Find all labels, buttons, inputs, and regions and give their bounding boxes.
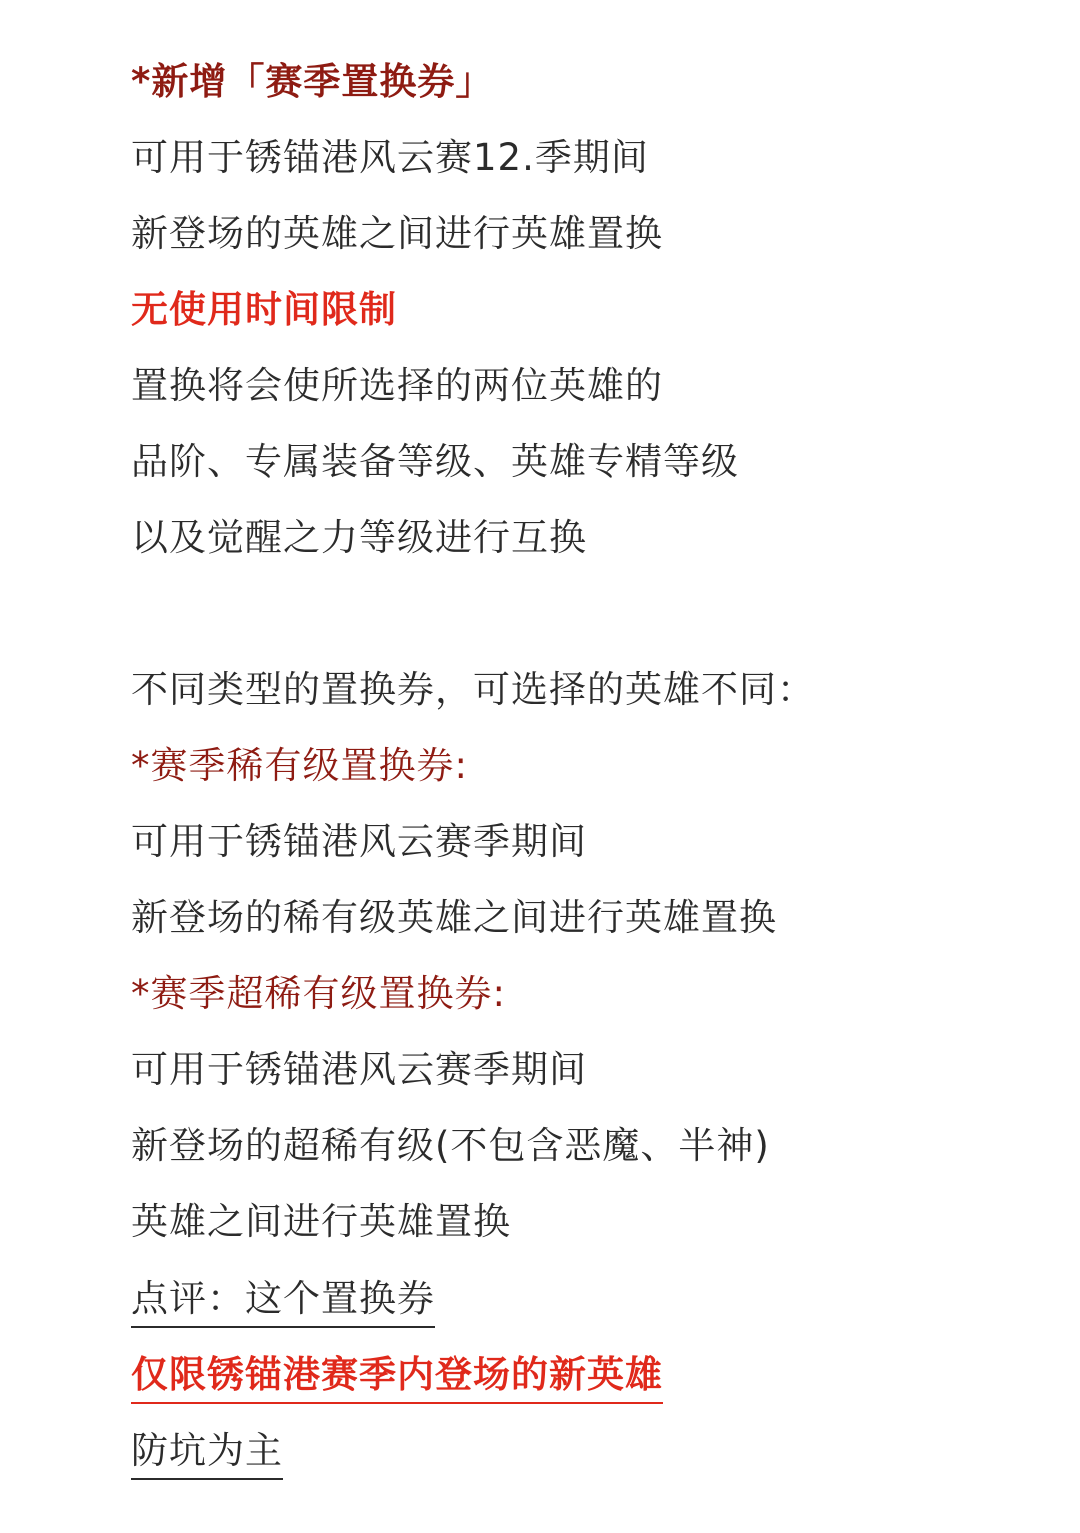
comment-highlight-line [131, 1336, 1031, 1412]
paragraph-line: 新登场的超稀有级(不包含恶魔、半神) [131, 1124, 770, 1167]
paragraph-line: 可用于锈锚港风云赛季期间 [131, 820, 587, 863]
paragraph-line: 新登场的稀有级英雄之间进行英雄置换 [131, 896, 777, 939]
new-voucher-heading: *新增「赛季置换券」 [131, 60, 494, 103]
comment-end-line [131, 1412, 1031, 1488]
comment-line [131, 1260, 1031, 1336]
voucher-types-intro: 不同类型的置换券，可选择的英雄不同： [131, 668, 815, 711]
paragraph-line: 置换将会使所选择的两位英雄的 [131, 364, 663, 407]
paragraph-line: 以及觉醒之力等级进行互换 [131, 516, 587, 559]
article-body [131, 44, 1031, 1488]
rare-voucher-title: *赛季稀有级置换券: [131, 744, 468, 787]
comment-end-text: 防坑为主 [131, 1424, 283, 1480]
paragraph-line: 英雄之间进行英雄置换 [131, 1200, 511, 1243]
blank-line [131, 576, 1031, 652]
paragraph-line: 可用于锈锚港风云赛季期间 [131, 1048, 587, 1091]
no-time-limit-highlight: 无使用时间限制 [131, 288, 397, 331]
paragraph-line: 可用于锈锚港风云赛12.季期间 [131, 136, 649, 179]
comment-text: 点评：这个置换券 [131, 1272, 435, 1328]
comment-highlight-text: 仅限锈锚港赛季内登场的新英雄 [131, 1348, 663, 1404]
paragraph-line: 新登场的英雄之间进行英雄置换 [131, 212, 663, 255]
paragraph-line: 品阶、专属装备等级、英雄专精等级 [131, 440, 739, 483]
super-rare-voucher-title: *赛季超稀有级置换券: [131, 972, 506, 1015]
